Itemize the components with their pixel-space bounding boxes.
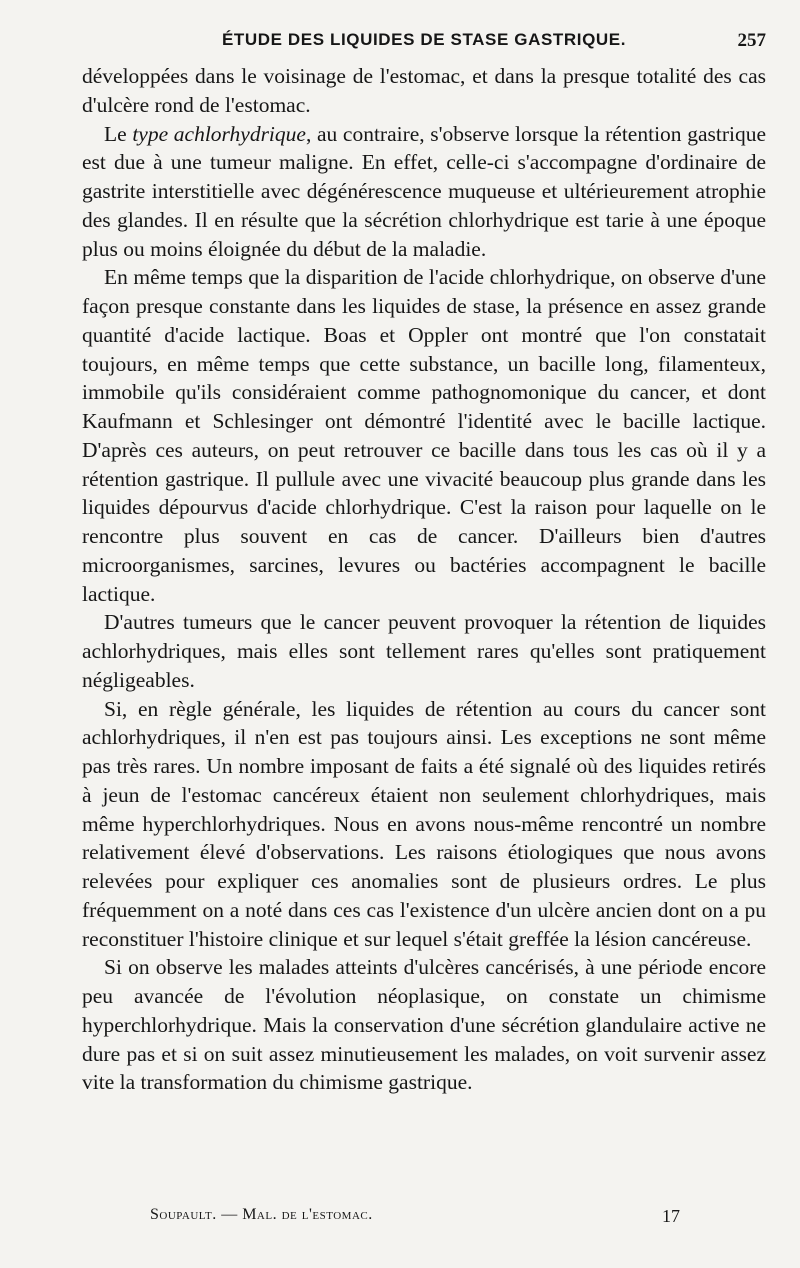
running-title: ÉTUDE DES LIQUIDES DE STASE GASTRIQUE. xyxy=(221,30,627,49)
paragraph-5: Si, en règle générale, les liquides de rétention au cours du cancer sont achlorhydriques, il n'en est pas toujours ainsi. Les exceptions ne sont même pas très rares. Un nombre imposant de faits a été signalé où des liquides retirés à jeun de l'estomac cancéreux étaient non seulement chlorhydriques, mais même hyperchlorhydriques. Nous en avons nous-même rencontré un nombre relativement élevé d'observations. Les raisons étiologiques que nous avons relevées pour expliquer ces anomalies sont de plusieurs ordres. Le plus fréquemment on a noté dans ces cas l'existence d'un ulcère ancien dont on a pu reconstituer l'histoire clinique et sur lequel s'était greffée la lésion cancéreuse. xyxy=(82,696,766,951)
paragraph-2 xyxy=(82,120,766,264)
footer-signature: Soupault. — Mal. de l'estomac. xyxy=(150,1206,373,1223)
paragraph-2-lead: Le xyxy=(104,121,133,146)
paragraph-3: En même temps que la disparition de l'acide chlorhydrique, on observe d'une façon presque constante dans les liquides de stase, la présence en assez grande quantité d'acide lactique. Boas et Oppler ont montré que l'on constatait toujours, en même temps que cette substance, un bacille long, filamenteux, immobile qu'ils considéraient comme pathognomonique du cancer, et dont Kaufmann et Schlesinger ont démontré l'identité avec le bacille lactique. D'après ces auteurs, on peut retrouver ce bacille dans tous les cas où il y a rétention gastrique. Il pullule avec une vivacité beaucoup plus grande dans les liquides dépourvus d'acide chlorhydrique. C'est la raison pour laquelle on le rencontre plus souvent en cas de cancer. D'ailleurs bien d'autres microorganismes, sarcines, levures ou bactéries accompagnent le bacille lactique. xyxy=(82,265,766,606)
paragraph-4: D'autres tumeurs que le cancer peuvent provoquer la rétention de liquides achlorhydriques, mais elles sont tellement rares qu'elles sont pratiquement négligeables. xyxy=(82,610,766,692)
paragraph-2-rest: , au contraire, s'observe lorsque la rétention gastrique est due à une tumeur maligne. En effet, celle-ci s'accompagne d'ordinaire de gastrite interstitielle avec dégénérescence muqueuse et ultérieurement atrophie des glandes. Il en résulte que la sécrétion chlorhydrique est tarie à une époque plus ou moins éloignée du début de la maladie. xyxy=(82,121,766,261)
page-footer xyxy=(150,1206,680,1224)
paragraph-6: Si on observe les malades atteints d'ulcères cancérisés, à une période encore peu avancée de l'évolution néoplasique, on constate un chimisme hyperchlorhydrique. Mais la conservation d'une sécrétion glandulaire active ne dure pas et si on suit assez minutieusement les malades, on voit survenir assez vite la transformation du chimisme gastrique. xyxy=(82,955,766,1095)
body-text xyxy=(82,62,766,1097)
paragraph-1: développées dans le voisinage de l'estomac, et dans la presque totalité des cas d'ulcère rond de l'estomac. xyxy=(82,64,766,117)
page-number: 257 xyxy=(737,30,766,51)
paragraph-2-emphasis: type achlorhydrique xyxy=(132,121,306,146)
sheet-mark: 17 xyxy=(662,1206,680,1226)
page-header xyxy=(82,30,766,54)
